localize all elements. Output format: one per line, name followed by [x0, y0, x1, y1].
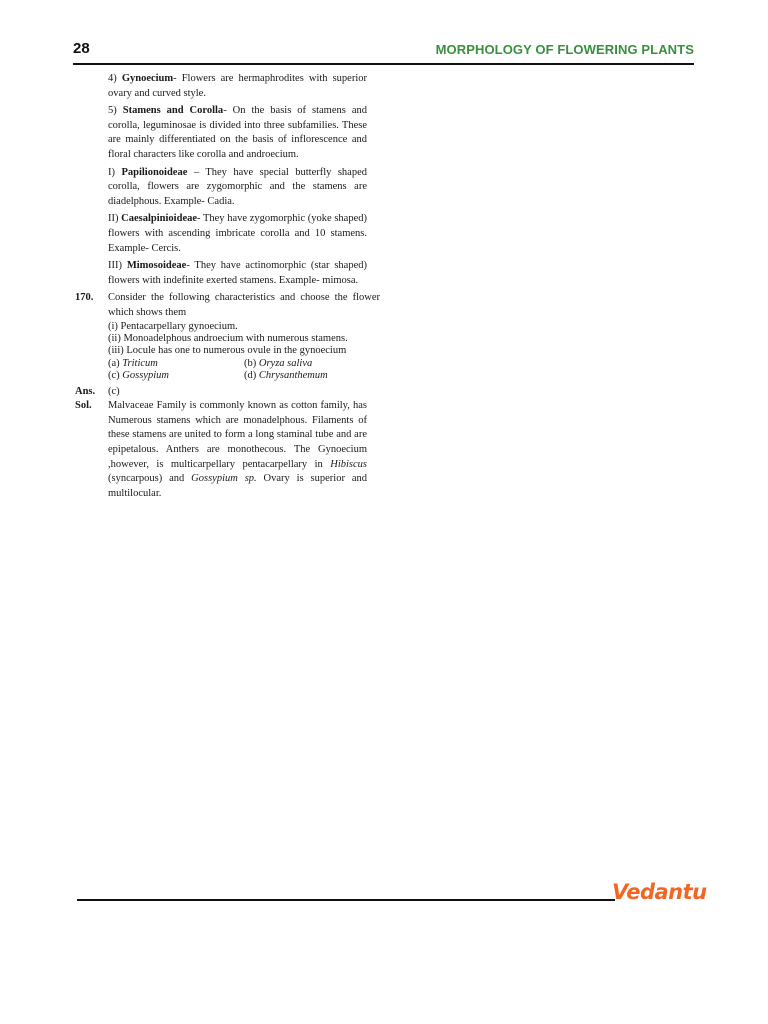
- header-rule: [73, 63, 694, 65]
- caesalpinioideae-paragraph: [75, 212, 367, 256]
- term-caesalpinioideae: Caesalpinioideae: [121, 213, 198, 225]
- mimosoideae-paragraph: [75, 259, 367, 288]
- item-number: III): [108, 260, 122, 272]
- term-papilionoideae: Papilionoideae: [121, 166, 188, 178]
- stamens-corolla-paragraph: [75, 104, 367, 162]
- question-characteristic: (ii) Monoadelphous androecium with numerous stamens.: [108, 332, 348, 344]
- page-number: 28: [73, 40, 90, 57]
- option-c: (c) Gossypium: [108, 370, 169, 382]
- question-number: 170.: [75, 292, 94, 304]
- papilionoideae-paragraph: [75, 166, 367, 210]
- page-header-title: MORPHOLOGY OF FLOWERING PLANTS: [435, 42, 694, 57]
- answer-value: (c): [108, 385, 120, 397]
- question-characteristic: (i) Pentacarpellary gynoecium.: [108, 320, 238, 332]
- item-number: 4): [108, 73, 117, 84]
- papilionoideae-text: – They have special butterfly shaped corolla, flowers are zygomorphic and the stamens are diadelphous. Example- Cadia.: [108, 166, 368, 207]
- option-b: (b) Oryza saliva: [244, 357, 313, 369]
- options-row: [108, 370, 380, 382]
- gynoecium-text: - Flowers are hermaphrodites with superior ovary and curved style.: [108, 73, 367, 99]
- option-a: (a) Triticum: [108, 357, 158, 369]
- vedantu-logo: Vedantu: [612, 880, 707, 904]
- solution-block: [75, 399, 367, 501]
- gynoecium-paragraph: [75, 72, 367, 101]
- question-text: Consider the following characteristics and choose the flower which shows them: [108, 292, 380, 318]
- term-mimosoideae: Mimosoideae: [126, 260, 187, 272]
- option-d: (d) Chrysanthemum: [244, 370, 328, 382]
- item-number: 5): [108, 105, 117, 117]
- term-gynoecium: Gynoecium: [121, 73, 174, 84]
- page-content: [75, 72, 380, 501]
- answer-label: Ans.: [75, 385, 96, 397]
- caesalpinioideae-text: - They have zygomorphic (yoke shaped) flowers with ascending imbricate corolla and 10 stamens. Example- Cercis.: [108, 213, 368, 254]
- solution-label: Sol.: [75, 400, 92, 412]
- mimosoideae-text: - They have actinomorphic (star shaped) flowers with indefinite exerted stamens. Example- mimosa.: [108, 260, 367, 286]
- footer-rule: [77, 899, 615, 901]
- item-number: II): [108, 213, 119, 225]
- term-stamens-corolla: Stamens and Corolla: [122, 105, 224, 117]
- question-characteristic: (iii) Locule has one to numerous ovule in the gynoecium: [108, 345, 347, 357]
- options-row: [108, 358, 380, 370]
- item-number: I): [108, 166, 115, 178]
- stamens-corolla-text: - On the basis of stamens and corolla, leguminosae is divided into three subfamilies. These are mainly differentiated on the basis of inflorescence and floral characters like corolla and androecium.: [108, 105, 367, 160]
- answer-block: [75, 385, 367, 400]
- question-block: [75, 291, 380, 382]
- solution-text: Malvaceae Family is commonly known as cotton family, has Numerous stamens which are monadelphous. Filaments of these stamens are united to form a long staminal tube and are epipetalous. Anthers are monothecous. The Gynoecium ,however, is multicarpellary pentacarpellary in Hibiscus (syncarpous) and Gossypium sp. Ovary is superior and multilocular.: [108, 400, 367, 499]
